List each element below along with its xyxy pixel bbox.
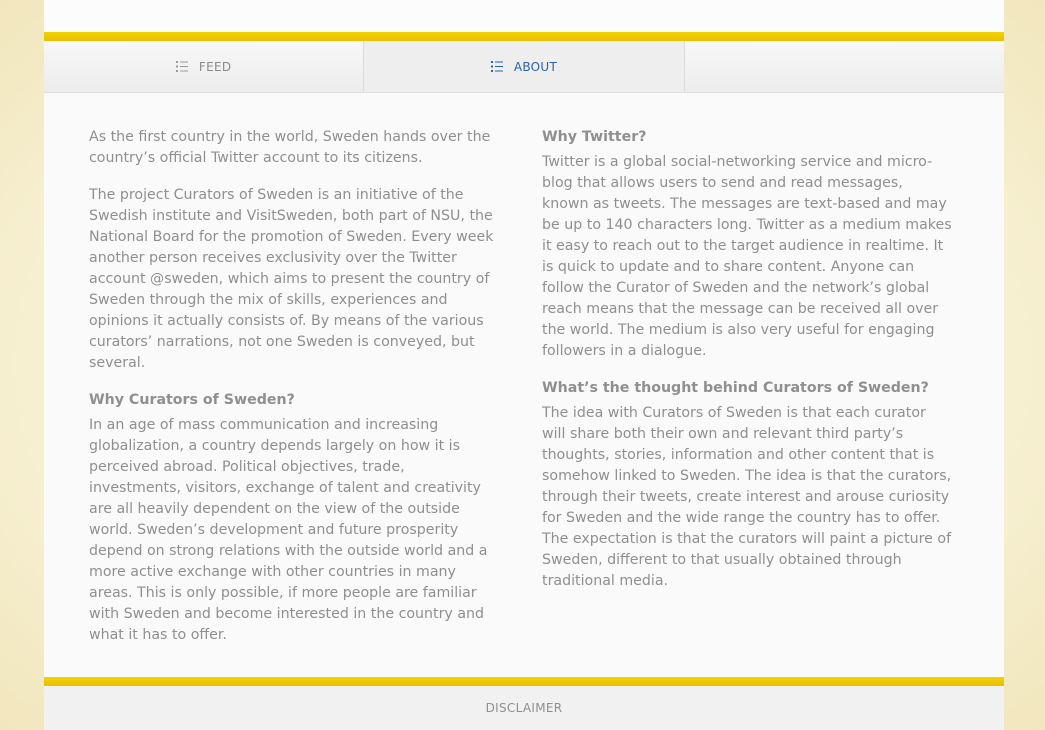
- footer: [44, 686, 1004, 730]
- left-column: [89, 127, 499, 677]
- tab-feed[interactable]: [44, 41, 364, 92]
- page-container: [44, 0, 1004, 729]
- tab-about[interactable]: [364, 41, 684, 92]
- top-strip: [44, 0, 1004, 32]
- disclaimer-link[interactable]: DISCLAIMER: [485, 701, 563, 715]
- intro-paragraph: As the first country in the world, Sweden hands over the country’s official Twitter account to its citizens.: [89, 129, 491, 166]
- why-twitter-heading: Why Twitter?: [542, 129, 647, 145]
- list-icon: [491, 61, 503, 72]
- tab-bar: [44, 41, 1004, 93]
- why-curators-heading: Why Curators of Sweden?: [89, 392, 295, 408]
- bottom-accent-bar: [44, 677, 1004, 686]
- about-content: [44, 93, 1004, 677]
- tab-about-label: ABOUT: [513, 59, 558, 74]
- right-column: [542, 127, 952, 677]
- why-curators-paragraph: In an age of mass communication and increasing globalization, a country depends largely on how it is perceived abroad. Political objectives, trade, investments, visitors, exchange of talent and creativity are all heavily dependent on the view of the outside world. Sweden’s development and future prosperity depend on strong relations with the outside world and a more active exchange with other countries in many areas. This is only possible, if more people are familiar with Sweden and become interested in the country and what it has to offer.: [89, 417, 488, 643]
- list-icon: [176, 61, 188, 72]
- tab-feed-label: FEED: [198, 59, 232, 74]
- project-paragraph: The project Curators of Sweden is an initiative of the Swedish institute and VisitSweden, both part of NSU, the National Board for the promotion of Sweden. Every week another person receives exclusivity over the Twitter account @sweden, which aims to present the country of Sweden through the mix of skills, experiences and opinions it actually consists of. By means of the various curators’ narrations, not one Sweden is conveyed, but several.: [89, 187, 494, 371]
- thought-heading: What’s the thought behind Curators of Sweden?: [542, 380, 929, 396]
- top-accent-bar: [44, 32, 1004, 41]
- tab-empty[interactable]: [685, 41, 1004, 92]
- thought-paragraph: The idea with Curators of Sweden is that each curator will share both their own and relevant third party’s thoughts, stories, information and other content that is somehow linked to Sweden. The idea is that the curators, through their tweets, create interest and arouse curiosity for Sweden and the wide range the country has to offer. The expectation is that the curators will paint a picture of Sweden, different to that usually obtained through traditional media.: [542, 405, 952, 589]
- why-twitter-paragraph: Twitter is a global social-networking service and micro-blog that allows users to send and read messages, known as tweets. The messages are text-based and may be up to 140 characters long. Twitter as a medium makes it easy to reach out to the target audience in realtime. It is quick to update and to share content. Anyone can follow the Curator of Sweden and the network’s global reach means that the message can be received all over the world. The medium is also very useful for engaging followers in a dialogue.: [542, 154, 952, 359]
